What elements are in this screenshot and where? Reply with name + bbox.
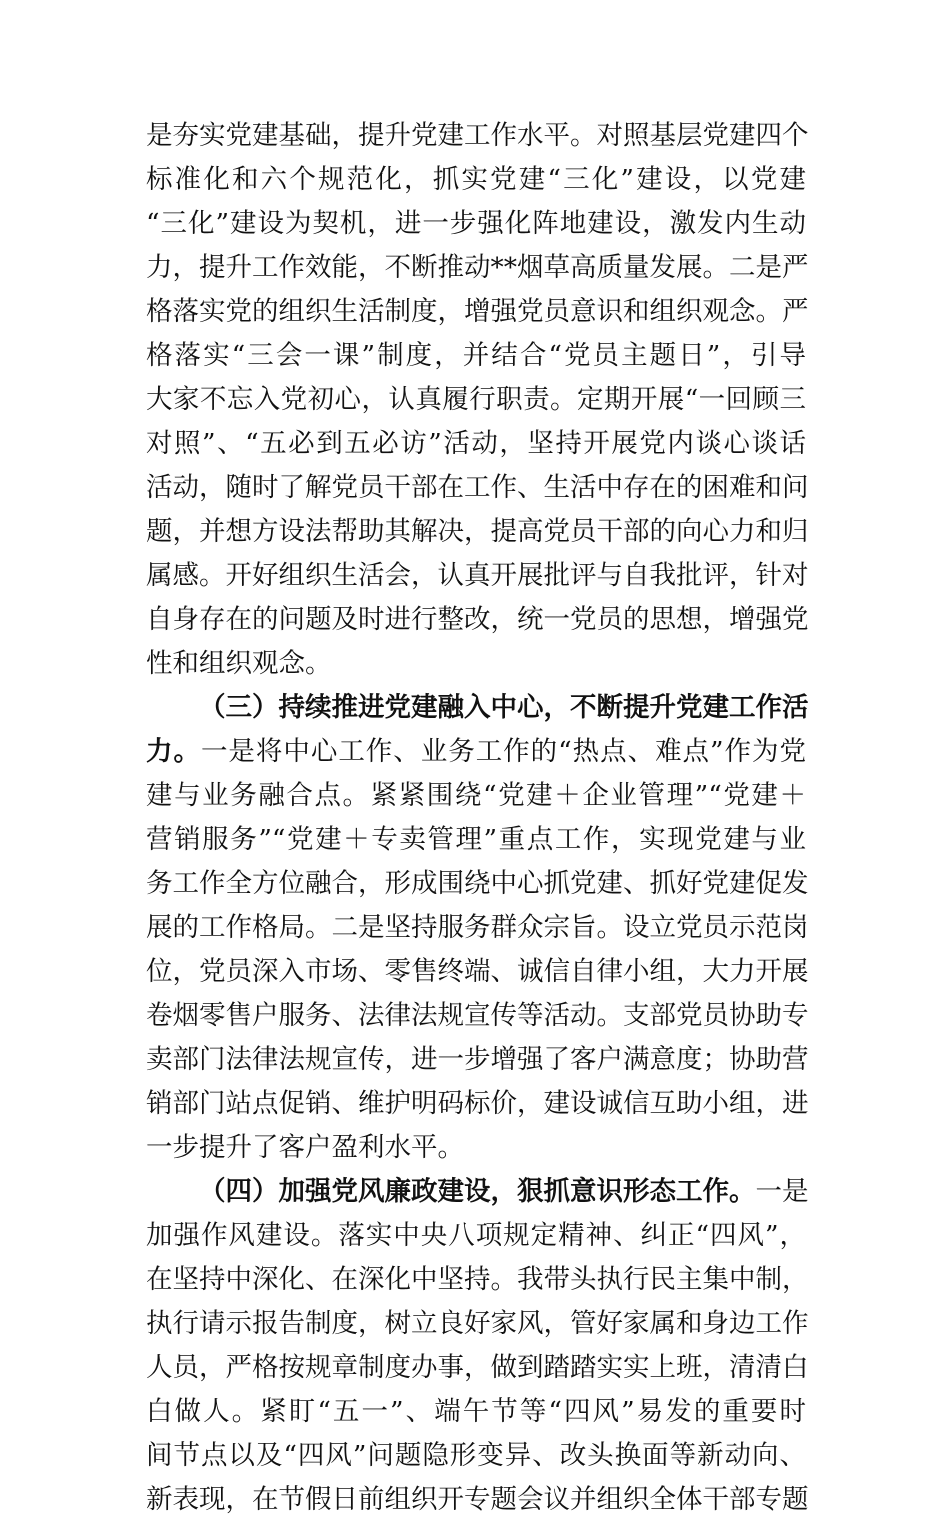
text-line: 销部门站点促销、维护明码标价，建设诚信互助小组，进 <box>146 1088 809 1119</box>
text-line: 属感。开好组织生活会，认真开展批评与自我批评，针对 <box>146 560 809 591</box>
text-line: 卖部门法律法规宣传，进一步增强了客户满意度；协助营 <box>146 1044 809 1075</box>
text-line: 新表现，在节假日前组织开专题会议并组织全体干部专题 <box>146 1484 809 1515</box>
text-line: 建与业务融合点。紧紧围绕“党建＋企业管理”“党建＋ <box>146 780 806 811</box>
text-line: 题，并想方设法帮助其解决，提高党员干部的向心力和归 <box>146 516 809 547</box>
paragraph-2 <box>146 686 809 1170</box>
section-heading-4: （四）加强党风廉政建设，狠抓意识形态工作。 <box>199 1176 756 1207</box>
text-line: 执行请示报告制度，树立良好家风，管好家属和身边工作 <box>146 1308 809 1339</box>
text-span: 一是 <box>755 1176 809 1207</box>
text-line: 人员，严格按规章制度办事，做到踏踏实实上班，清清白 <box>146 1352 809 1383</box>
text-line: 营销服务”“党建＋专卖管理”重点工作，实现党建与业 <box>146 824 806 855</box>
paragraph-1 <box>146 114 809 686</box>
text-line: 标准化和六个规范化，抓实党建“三化”建设，以党建 <box>146 164 806 195</box>
text-line: 卷烟零售户服务、法律法规宣传等活动。支部党员协助专 <box>146 1000 809 1031</box>
paragraph-3 <box>146 1170 809 1522</box>
text-line: 间节点以及“四风”问题隐形变异、改头换面等新动向、 <box>146 1440 806 1471</box>
text-line: 加强作风建设。落实中央八项规定精神、纠正“四风”， <box>146 1220 806 1251</box>
section-heading-3: （三）持续推进党建融入中心，不断提升党建工作活 <box>199 692 809 723</box>
text-span: 一是将中心工作、业务工作的“热点、难点”作为党 <box>200 736 806 767</box>
text-line: 一步提升了客户盈利水平。 <box>146 1132 464 1163</box>
text-line <box>146 1170 809 1214</box>
text-line: 务工作全方位融合，形成围绕中心抓党建、抓好党建促发 <box>146 868 809 899</box>
document-body <box>146 114 809 1522</box>
text-line <box>146 730 806 774</box>
text-line: 格落实“三会一课”制度，并结合“党员主题日”，引导 <box>146 340 806 371</box>
text-line: 是夯实党建基础，提升党建工作水平。对照基层党建四个 <box>146 120 809 151</box>
section-heading-3-end: 力。 <box>146 736 201 767</box>
text-line: 展的工作格局。二是坚持服务群众宗旨。设立党员示范岗 <box>146 912 809 943</box>
text-line: 力，提升工作效能，不断推动**烟草高质量发展。二是严 <box>146 252 809 283</box>
text-line: 格落实党的组织生活制度，增强党员意识和组织观念。严 <box>146 296 809 327</box>
text-line: 自身存在的问题及时进行整改，统一党员的思想，增强党 <box>146 604 809 635</box>
text-line: 性和组织观念。 <box>146 648 332 679</box>
text-line: 位，党员深入市场、零售终端、诚信自律小组，大力开展 <box>146 956 809 987</box>
text-line: 白做人。紧盯“五一”、端午节等“四风”易发的重要时 <box>146 1396 806 1427</box>
text-line: 大家不忘入党初心，认真履行职责。定期开展“一回顾三 <box>146 384 806 415</box>
text-line: 对照”、“五必到五必访”活动，坚持开展党内谈心谈话 <box>146 428 806 459</box>
text-line: 活动，随时了解党员干部在工作、生活中存在的困难和问 <box>146 472 809 503</box>
text-line: 在坚持中深化、在深化中坚持。我带头执行民主集中制， <box>146 1264 809 1295</box>
text-line: “三化”建设为契机，进一步强化阵地建设，激发内生动 <box>146 208 806 239</box>
